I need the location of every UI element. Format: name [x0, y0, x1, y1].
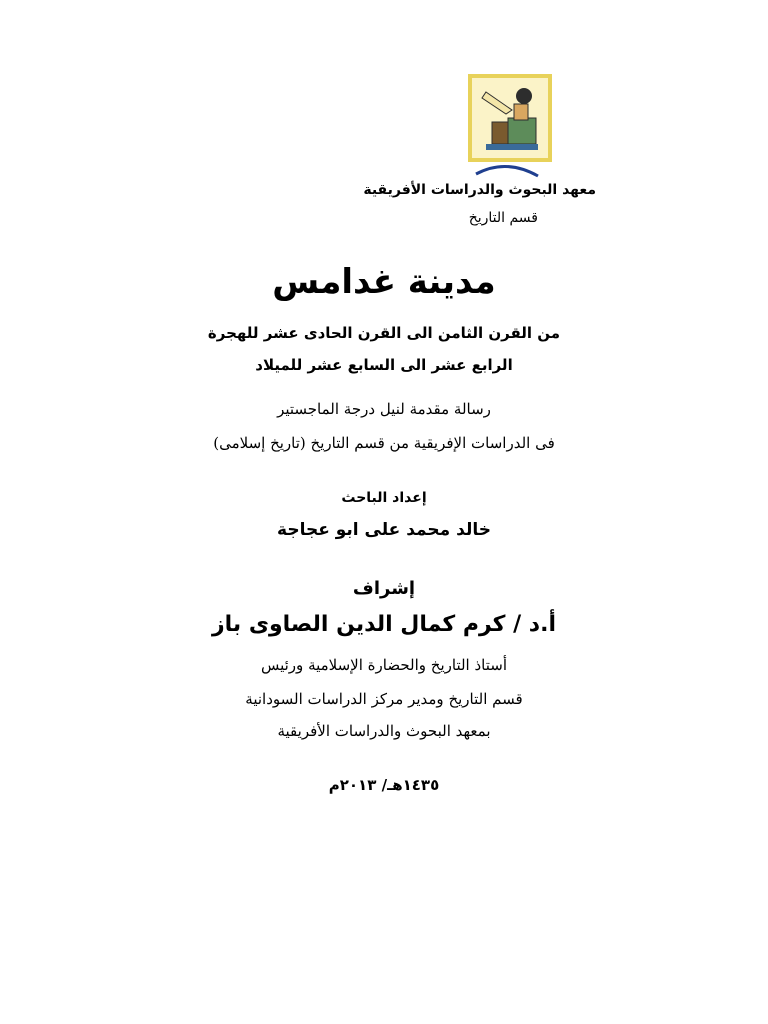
supervisor-role-line-2: قسم التاريخ ومدير مركز الدراسات السودانية [245, 690, 523, 708]
department-name: قسم التاريخ [468, 210, 538, 226]
degree-statement-line-2: فى الدراسات الإفريقية من قسم التاريخ (تاريخ إسلامى) [213, 434, 555, 452]
thesis-title: مدينة غدامس [272, 262, 496, 302]
cairo-university-logo [466, 74, 576, 186]
institute-name: معهد البحوث والدراسات الأفريقية [363, 182, 596, 198]
supervisor-role-line-1: أستاذ التاريخ والحضارة الإسلامية ورئيس [260, 656, 508, 674]
author-name: خالد محمد على ابو عجاجة [277, 520, 491, 540]
prepared-by-label: إعداد الباحث [341, 490, 427, 506]
thesis-subtitle-line-2: الرابع عشر الى السابع عشر للميلاد [255, 356, 513, 374]
thesis-subtitle-line-1: من القرن الثامن الى القرن الحادى عشر للهجرة [207, 324, 561, 342]
supervision-label: إشراف [352, 578, 416, 599]
degree-statement-line-1: رسالة مقدمة لنيل درجة الماجستير [277, 400, 491, 418]
supervisor-role-line-3: بمعهد البحوث والدراسات الأفريقية [277, 722, 491, 740]
submission-date: ١٤٣٥هـ/ ٢٠١٣م [328, 776, 440, 794]
supervisor-name: أ.د / كرم كمال الدين الصاوى باز [211, 612, 556, 637]
